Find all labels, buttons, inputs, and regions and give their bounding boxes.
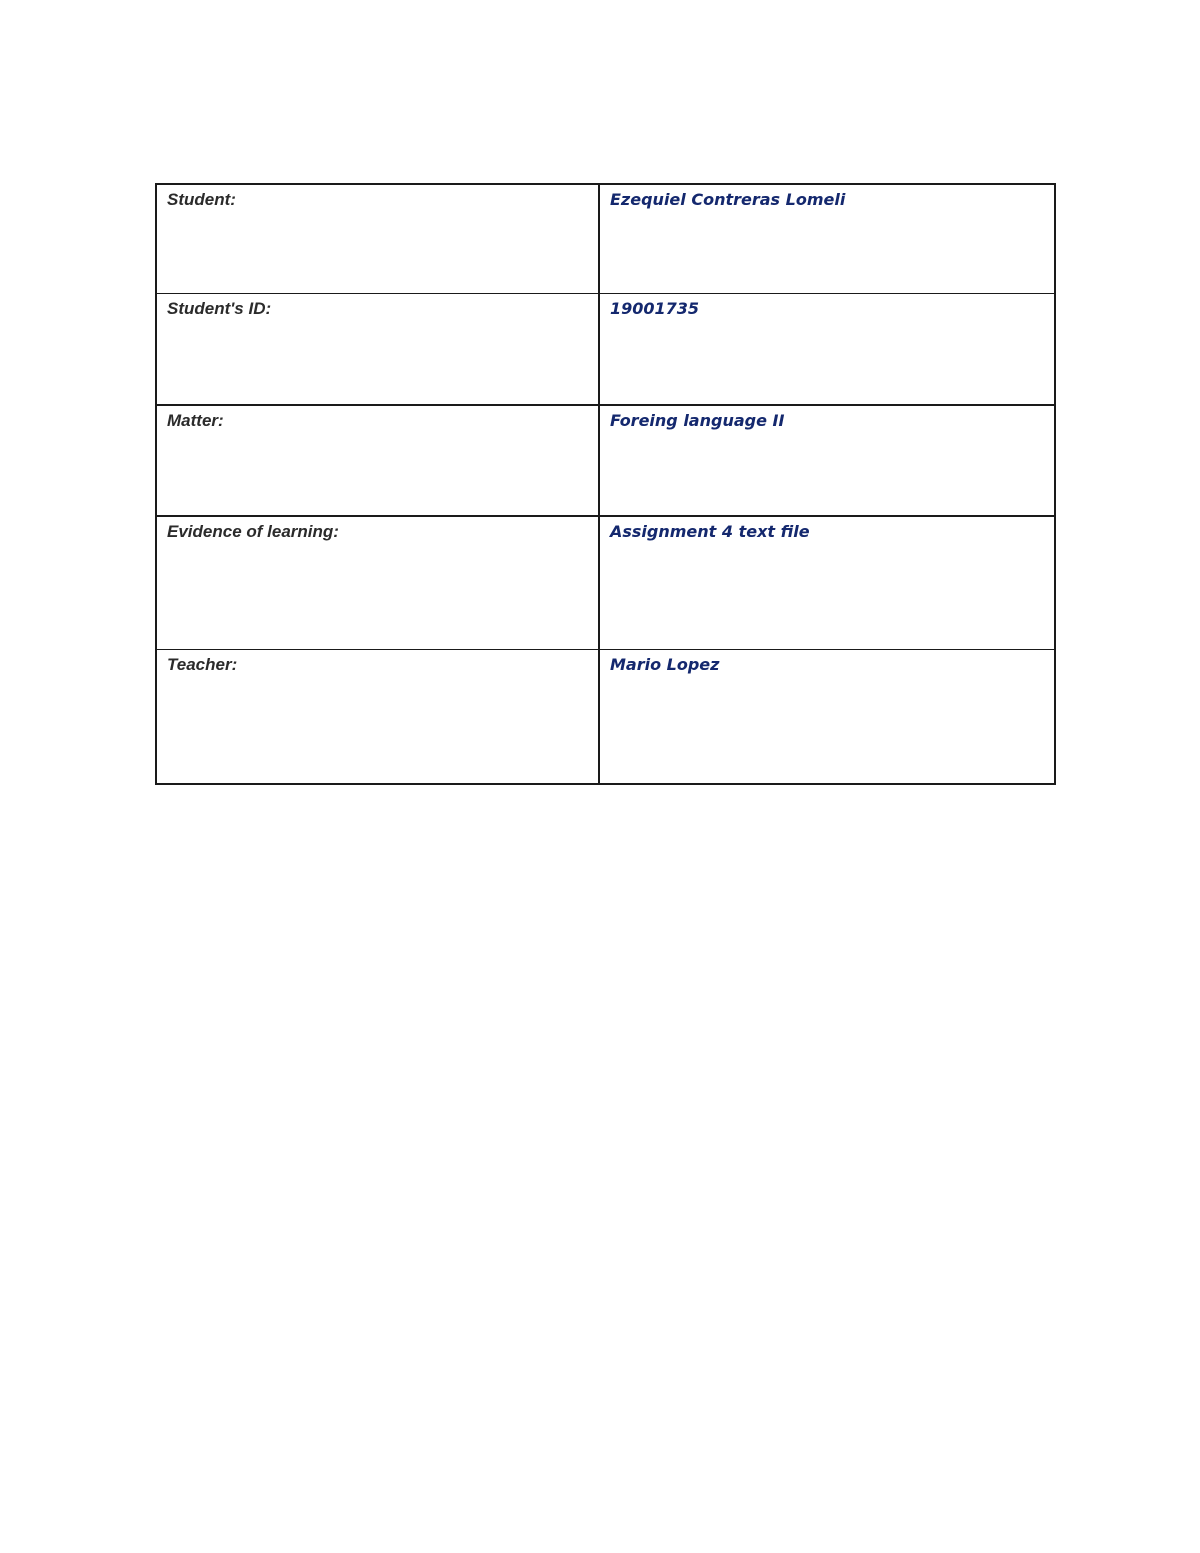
student-id-value: 19001735 <box>599 294 1055 406</box>
student-name-value: Ezequiel Contreras Lomeli <box>599 184 1055 294</box>
evidence-value: Assignment 4 text file <box>599 516 1055 650</box>
evidence-label: Evidence of learning: <box>156 516 599 650</box>
table-row <box>156 184 1055 294</box>
table-row <box>156 650 1055 785</box>
table-row <box>156 294 1055 406</box>
matter-label: Matter: <box>156 405 599 516</box>
table-row <box>156 405 1055 516</box>
table-row <box>156 516 1055 650</box>
matter-value: Foreing language II <box>599 405 1055 516</box>
student-label: Student: <box>156 184 599 294</box>
teacher-value: Mario Lopez <box>599 650 1055 785</box>
cover-info-table <box>155 183 1056 785</box>
student-id-label: Student's ID: <box>156 294 599 406</box>
teacher-label: Teacher: <box>156 650 599 785</box>
